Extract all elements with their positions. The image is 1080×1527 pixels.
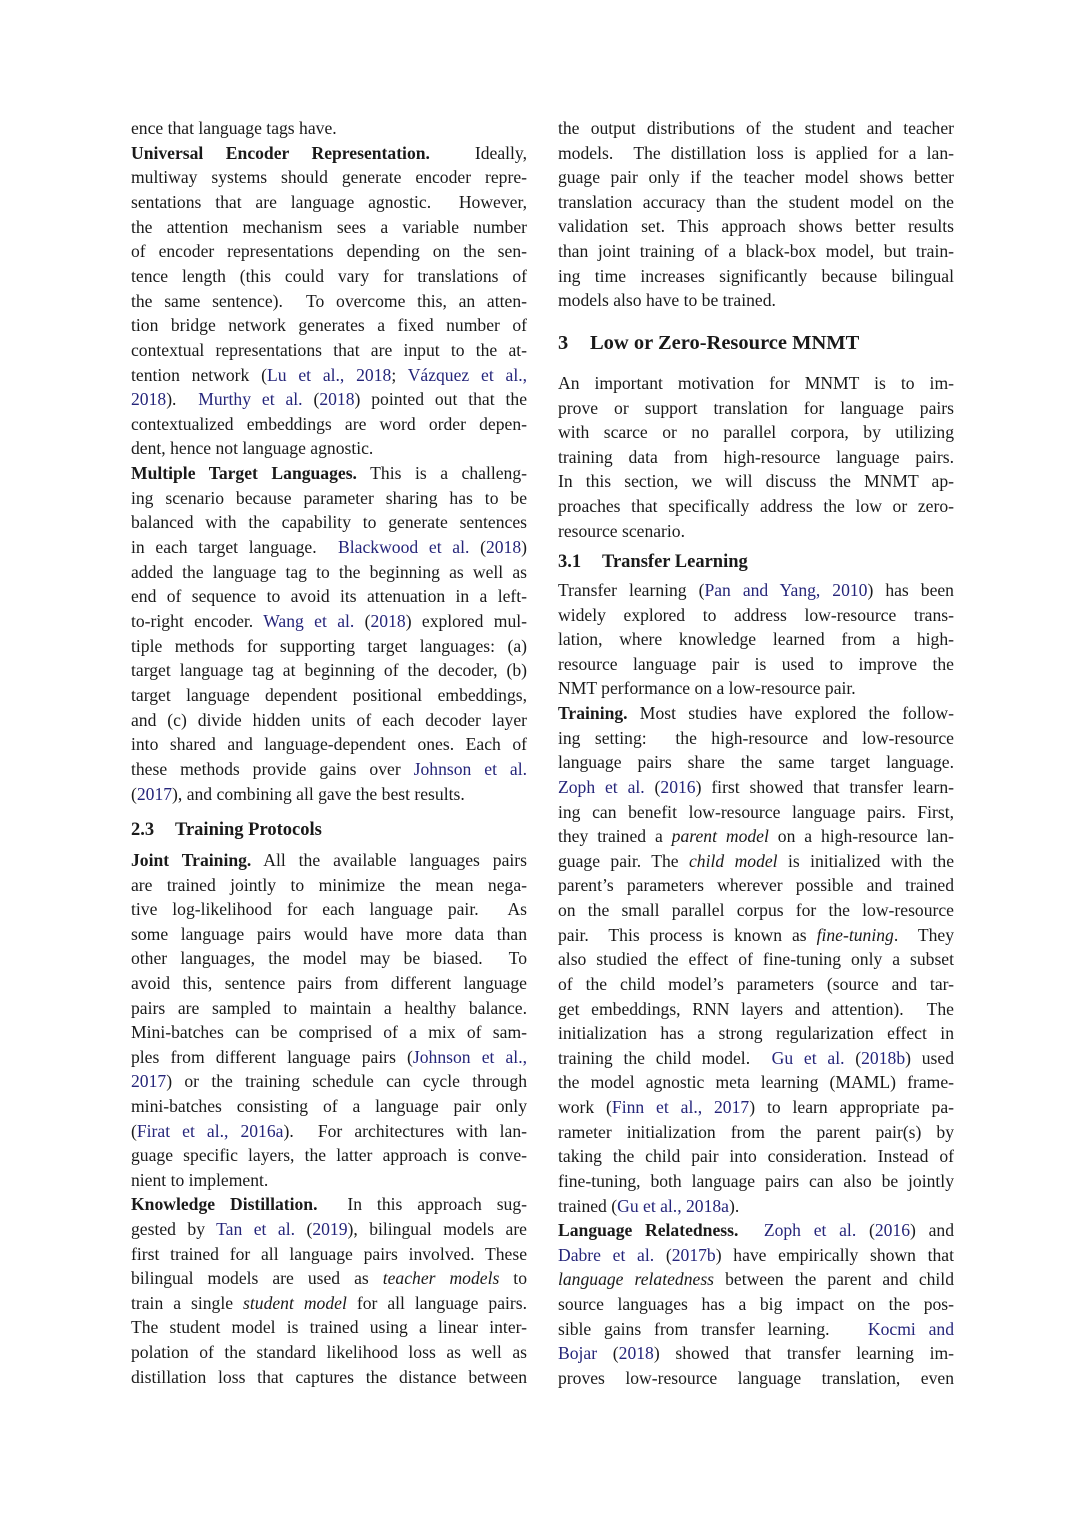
body-text: Most studies have explored the follow- xyxy=(627,703,954,724)
body-text: ), bilingual models are xyxy=(347,1219,527,1239)
section-number: 3 xyxy=(558,332,569,354)
body-text: All the available languages pairs xyxy=(251,850,527,870)
body-text: proaches that specifically address the low or zero- xyxy=(558,496,954,516)
citation-link[interactable]: 2018 xyxy=(319,389,355,410)
text-line xyxy=(131,190,527,214)
body-text: Mini-batches can be comprised of a mix of sam- xyxy=(131,1022,527,1043)
text-line xyxy=(558,1046,954,1070)
body-text: ). xyxy=(729,1195,740,1216)
text-line xyxy=(131,461,527,485)
body-text: mini-batches consisting of a language pair only xyxy=(131,1096,527,1116)
body-text: train a single xyxy=(131,1292,244,1313)
body-text: other languages, the model may be biased. To xyxy=(131,948,527,969)
body-text: also studied the effect of fine-tuning only a subset xyxy=(558,949,954,970)
text-line xyxy=(131,1242,527,1266)
body-text: to-right encoder. xyxy=(131,611,264,631)
text-line xyxy=(558,627,954,651)
text-line xyxy=(131,1315,527,1339)
body-text: fine-tuning, both language pairs can also be jointly xyxy=(558,1170,954,1191)
text-line xyxy=(131,165,527,189)
body-text: ), and combining all gave the best results. xyxy=(172,783,465,804)
body-text: ( xyxy=(654,1244,672,1265)
text-line xyxy=(131,387,527,411)
text-line xyxy=(131,412,527,436)
emphasis-text: child model xyxy=(689,850,778,871)
body-text: ). xyxy=(166,389,199,410)
body-text: added the language tag to the beginning as well as xyxy=(131,561,527,582)
body-text: ) explored mul- xyxy=(405,611,527,631)
text-line xyxy=(131,264,527,288)
text-line xyxy=(558,750,954,774)
text-line xyxy=(558,420,954,444)
text-line xyxy=(131,486,527,510)
body-text: pair. This process is known as xyxy=(558,924,817,945)
body-text: ing can benefit low-resource language pairs. First, xyxy=(558,801,954,822)
text-line xyxy=(131,1143,527,1167)
body-text: in each target language. xyxy=(131,537,339,558)
body-text: ; xyxy=(391,364,408,385)
emphasis-text: teacher models xyxy=(382,1268,500,1289)
text-line xyxy=(558,1194,954,1218)
body-text: gested by xyxy=(131,1219,217,1239)
text-line xyxy=(558,800,954,824)
section-heading-3-1 xyxy=(558,550,748,574)
body-text: An important motivation for MNMT is to im- xyxy=(558,373,954,393)
body-text: ples from different language pairs ( xyxy=(131,1046,413,1067)
body-text: of encoder representations depending on the sen- xyxy=(131,241,527,262)
text-line xyxy=(558,923,954,947)
body-text: ( xyxy=(844,1047,862,1068)
text-line xyxy=(131,683,527,707)
body-text: they trained a xyxy=(558,826,672,847)
citation-link[interactable]: 2018 xyxy=(618,1343,654,1364)
text-line xyxy=(558,1070,954,1094)
text-line xyxy=(131,1266,527,1290)
body-text: ( xyxy=(131,783,137,804)
body-text: the model agnostic meta learning (MAML) frame- xyxy=(558,1072,954,1093)
body-text xyxy=(738,1220,763,1240)
paragraph-run-in-heading: Training. xyxy=(558,703,628,724)
citation-link[interactable]: 2019 xyxy=(312,1219,348,1239)
text-line xyxy=(558,1120,954,1144)
body-text: Transfer learning ( xyxy=(558,580,705,600)
text-line xyxy=(131,922,527,946)
text-line xyxy=(558,214,954,238)
text-line xyxy=(558,445,954,469)
body-text: dent, hence not language agnostic. xyxy=(131,438,374,459)
paragraph-run-in-heading: Language Relatedness. xyxy=(558,1220,739,1241)
body-text: trained ( xyxy=(558,1195,618,1216)
text-line xyxy=(558,775,954,799)
text-line xyxy=(131,584,527,608)
citation-link[interactable]: Kocmi and xyxy=(867,1318,955,1339)
citation-link[interactable]: Dabre et al. xyxy=(558,1244,655,1265)
body-text: ) has been xyxy=(867,580,954,600)
text-line xyxy=(131,708,527,732)
body-text: tence length (this could vary for translations of xyxy=(131,265,527,286)
text-line xyxy=(131,1168,527,1192)
body-text: target language tag at beginning of the decoder, (b) xyxy=(131,660,527,681)
text-line xyxy=(131,1020,527,1044)
body-text: contextual representations that are input to the at- xyxy=(131,339,527,360)
body-text: ) used xyxy=(905,1047,954,1068)
body-text: rameter initialization from the parent pair(s) by xyxy=(558,1121,954,1142)
body-text: guage pair. The xyxy=(558,850,689,871)
text-line xyxy=(558,873,954,897)
body-text: get embeddings, RNN layers and attention). The xyxy=(558,998,954,1019)
body-text: tiple methods for supporting target languages: (a) xyxy=(131,635,527,656)
body-text: ) have empirically shown that xyxy=(715,1244,955,1265)
text-line xyxy=(131,848,527,872)
body-text: training data from high-resource language pairs. xyxy=(558,446,954,467)
body-text: ) xyxy=(521,537,527,558)
text-line xyxy=(131,141,527,165)
text-line xyxy=(131,732,527,756)
body-text: are trained jointly to minimize the mean nega- xyxy=(131,874,527,895)
emphasis-text: parent model xyxy=(671,826,769,847)
text-line xyxy=(131,560,527,584)
text-line xyxy=(558,652,954,676)
text-line xyxy=(558,494,954,518)
body-text: ( xyxy=(302,389,320,410)
body-text: multiway systems should generate encoder repre- xyxy=(131,167,527,188)
text-line xyxy=(558,1021,954,1045)
text-line xyxy=(558,165,954,189)
body-text: ( xyxy=(294,1219,313,1239)
body-text: between the parent and child xyxy=(714,1269,954,1290)
text-line xyxy=(558,578,954,602)
text-line xyxy=(558,1169,954,1193)
body-text: language pairs share the same target language. xyxy=(558,752,954,773)
body-text: proves low-resource language translation, even xyxy=(558,1367,954,1388)
body-text: NMT performance on a low-resource pair. xyxy=(558,678,856,699)
body-text: models. The distillation loss is applied for a lan- xyxy=(558,142,954,163)
body-text: sentations that are language agnostic. However, xyxy=(131,191,527,212)
text-line xyxy=(558,116,954,140)
body-text: contextualized embeddings are word order depen- xyxy=(131,413,527,434)
emphasis-text: language relatedness xyxy=(558,1269,715,1290)
text-line xyxy=(558,141,954,165)
body-text: resource language pair is used to improve the xyxy=(558,653,954,674)
body-text: tion bridge network generates a fixed number of xyxy=(131,315,527,336)
citation-link[interactable]: 2016 xyxy=(660,776,696,797)
text-line xyxy=(558,972,954,996)
body-text: ( xyxy=(469,537,486,558)
paragraph-run-in-heading: Joint Training. xyxy=(131,850,252,870)
body-text: widely explored to address low-resource trans- xyxy=(558,604,954,625)
body-text: avoid this, sentence pairs from different language xyxy=(131,973,527,993)
body-text: In this section, we will discuss the MNMT ap- xyxy=(558,471,954,492)
text-line xyxy=(131,1094,527,1118)
body-text: polation of the standard likelihood loss as well as xyxy=(131,1342,527,1362)
body-text: bilingual models are used as xyxy=(131,1268,383,1289)
text-line xyxy=(131,946,527,970)
body-text: ing time increases significantly because bilingual xyxy=(558,265,954,286)
body-text: ( xyxy=(597,1343,619,1364)
body-text: and (c) divide hidden units of each decoder layer xyxy=(131,709,527,730)
text-line xyxy=(558,726,954,750)
body-text: the attention mechanism sees a variable number xyxy=(131,216,527,237)
citation-link[interactable]: Blackwood et al. xyxy=(338,537,470,558)
body-text: to xyxy=(499,1268,527,1289)
body-text: Ideally, xyxy=(429,142,527,163)
text-line xyxy=(558,849,954,873)
text-line xyxy=(131,897,527,921)
citation-link[interactable]: Gu et al. xyxy=(771,1047,845,1068)
text-line xyxy=(558,1317,954,1341)
citation-link[interactable]: 2016 xyxy=(874,1220,910,1241)
body-text: guage pair only if the teacher model shows better xyxy=(558,167,954,188)
body-text: resource scenario. xyxy=(558,520,685,541)
body-text: distillation loss that captures the distance between xyxy=(131,1366,527,1387)
citation-link[interactable]: Murthy et al. xyxy=(198,389,303,410)
text-line xyxy=(558,824,954,848)
text-line xyxy=(558,1341,954,1365)
citation-link[interactable]: 2018 xyxy=(131,389,167,410)
text-line xyxy=(558,1243,954,1267)
citation-link[interactable]: Tan et al. xyxy=(216,1219,295,1239)
citation-link[interactable]: Vázquez et al., xyxy=(407,364,528,385)
text-line xyxy=(558,947,954,971)
text-line xyxy=(131,609,527,633)
section-heading-2-3 xyxy=(131,818,322,842)
text-line xyxy=(558,997,954,1021)
body-text: ) first showed that transfer learn- xyxy=(695,776,955,797)
citation-link[interactable]: 2018 xyxy=(370,611,406,631)
text-line xyxy=(131,313,527,337)
citation-link[interactable]: 2018 xyxy=(485,537,522,558)
text-line xyxy=(558,603,954,627)
body-text: ) to learn appropriate pa- xyxy=(749,1097,955,1118)
body-text: work ( xyxy=(558,1097,612,1118)
body-text: end of sequence to avoid its attenuation in a left- xyxy=(131,586,527,607)
citation-link[interactable]: Johnson et al. xyxy=(413,758,527,779)
body-text: the output distributions of the student and teacher xyxy=(558,118,954,138)
text-line xyxy=(558,1218,954,1242)
citation-link[interactable]: 2018b xyxy=(861,1047,906,1068)
citation-link[interactable]: Bojar xyxy=(558,1343,598,1364)
text-line xyxy=(558,396,954,420)
body-text: sible gains from transfer learning. xyxy=(558,1318,868,1339)
section-title: Low or Zero-Resource MNMT xyxy=(590,332,860,354)
text-line xyxy=(131,873,527,897)
text-line xyxy=(131,215,527,239)
text-line xyxy=(131,338,527,362)
text-line xyxy=(131,535,527,559)
paragraph-run-in-heading: Multiple Target Languages. xyxy=(131,463,357,484)
body-text: the same sentence). To overcome this, an atten- xyxy=(131,290,527,311)
section-title: Transfer Learning xyxy=(602,552,748,572)
text-line xyxy=(131,436,527,460)
body-text: first trained for all language pairs involved. These xyxy=(131,1243,527,1264)
body-text: on a high-resource lan- xyxy=(768,826,954,847)
citation-link[interactable]: Gu et al., 2018a xyxy=(617,1195,729,1216)
body-text: target language dependent positional embeddings, xyxy=(131,684,527,705)
body-text: training the child model. xyxy=(558,1047,772,1068)
text-line xyxy=(131,757,527,781)
body-text: ). For architectures with lan- xyxy=(283,1120,527,1141)
body-text: ing scenario because parameter sharing has to be xyxy=(131,487,527,508)
body-text: ( xyxy=(856,1220,875,1241)
section-heading-3 xyxy=(558,330,859,356)
citation-link[interactable]: 2017b xyxy=(671,1244,716,1265)
text-line xyxy=(131,363,527,387)
text-line xyxy=(131,239,527,263)
citation-link[interactable]: Zoph et al. xyxy=(558,776,645,797)
text-line xyxy=(558,190,954,214)
body-text: In this approach sug- xyxy=(317,1194,527,1215)
text-line xyxy=(131,634,527,658)
section-number: 2.3 xyxy=(131,820,155,840)
body-text: ing setting: the high-resource and low-resource xyxy=(558,727,954,748)
body-text: tention network ( xyxy=(131,364,267,385)
text-line xyxy=(131,1217,527,1241)
body-text: This is a challeng- xyxy=(356,463,527,484)
body-text: tive log-likelihood for each language pair. As xyxy=(131,899,527,920)
body-text: source languages has a big impact on the pos- xyxy=(558,1293,954,1314)
body-text: with scarce or no parallel corpora, by utilizing xyxy=(558,422,954,443)
text-line xyxy=(558,1292,954,1316)
body-text: initialization has a strong regularization effect in xyxy=(558,1023,954,1044)
text-line xyxy=(558,239,954,263)
body-text: for all language pairs. xyxy=(346,1292,528,1313)
text-line xyxy=(131,1069,527,1093)
citation-link[interactable]: Wang et al. xyxy=(263,611,355,631)
text-line xyxy=(558,371,954,395)
body-text: ) and xyxy=(910,1220,954,1241)
text-line xyxy=(558,1095,954,1119)
text-line xyxy=(131,510,527,534)
body-text: validation set. This approach shows better results xyxy=(558,216,954,237)
text-line xyxy=(558,288,954,312)
citation-link[interactable]: 2017 xyxy=(136,783,173,804)
paragraph-run-in-heading: Universal Encoder Representation. xyxy=(131,142,430,163)
body-text: on the small parallel corpus for the low-resource xyxy=(558,900,954,921)
body-text: ) or the training schedule can cycle through xyxy=(166,1071,527,1092)
citation-link[interactable]: Lu et al., 2018 xyxy=(266,364,392,385)
text-line xyxy=(558,1267,954,1291)
text-line xyxy=(131,1192,527,1216)
citation-link[interactable]: Johnson et al., xyxy=(412,1046,527,1067)
body-text: nient to implement. xyxy=(131,1169,269,1190)
text-line xyxy=(558,469,954,493)
text-line xyxy=(558,898,954,922)
section-title: Training Protocols xyxy=(175,820,322,840)
text-line xyxy=(131,289,527,313)
text-line xyxy=(131,1045,527,1069)
text-line xyxy=(558,676,954,700)
body-text: ence that language tags have. xyxy=(131,118,337,138)
body-text: translation accuracy than the student model on the xyxy=(558,191,954,212)
citation-link[interactable]: Pan and Yang, 2010 xyxy=(704,580,868,600)
text-line xyxy=(558,701,954,725)
text-line xyxy=(131,1365,527,1389)
body-text: The student model is trained using a linear inter- xyxy=(131,1317,527,1338)
emphasis-text: student model xyxy=(243,1292,347,1313)
emphasis-text: fine-tuning xyxy=(816,924,894,945)
body-text: ( xyxy=(644,776,661,797)
body-text: of the child model’s parameters (source and tar- xyxy=(558,973,954,994)
text-line xyxy=(131,996,527,1020)
text-line xyxy=(131,971,527,995)
citation-link[interactable]: 2017 xyxy=(131,1071,167,1092)
text-line xyxy=(131,1340,527,1364)
body-text: ( xyxy=(354,611,371,631)
body-text: these methods provide gains over xyxy=(131,758,414,779)
text-line xyxy=(131,116,527,140)
body-text: . They xyxy=(893,924,955,945)
citation-link[interactable]: Firat et al., 2016a xyxy=(136,1120,284,1141)
body-text: parent’s parameters wherever possible and trained xyxy=(558,875,954,896)
text-line xyxy=(558,1144,954,1168)
text-line xyxy=(558,519,954,543)
body-text: prove or support translation for language pairs xyxy=(558,397,954,418)
body-text: is initialized with the xyxy=(777,850,954,871)
body-text: into shared and language-dependent ones. Each of xyxy=(131,734,527,755)
body-text: balanced with the capability to generate sentences xyxy=(131,512,527,533)
body-text: pairs are sampled to maintain a healthy balance. xyxy=(131,997,527,1018)
text-line xyxy=(131,658,527,682)
text-line xyxy=(558,1366,954,1390)
text-line xyxy=(131,782,527,806)
body-text: guage specific layers, the latter approach is conve- xyxy=(131,1145,527,1166)
body-text: ) showed that transfer learning im- xyxy=(653,1343,954,1364)
paragraph-run-in-heading: Knowledge Distillation. xyxy=(131,1194,318,1215)
body-text: some language pairs would have more data than xyxy=(131,923,527,944)
citation-link[interactable]: Finn et al., 2017 xyxy=(611,1097,750,1118)
body-text: ( xyxy=(131,1120,137,1141)
text-line xyxy=(131,1291,527,1315)
body-text: lation, where knowledge learned from a high- xyxy=(558,629,954,650)
body-text: models also have to be trained. xyxy=(558,290,776,311)
body-text: ) pointed out that the xyxy=(354,389,528,410)
body-text: taking the child pair into consideration. Instead of xyxy=(558,1146,954,1167)
section-number: 3.1 xyxy=(558,552,582,572)
text-line xyxy=(558,264,954,288)
citation-link[interactable]: Zoph et al. xyxy=(763,1220,857,1241)
body-text: than joint training of a black-box model, but train- xyxy=(558,241,954,261)
text-line xyxy=(131,1119,527,1143)
